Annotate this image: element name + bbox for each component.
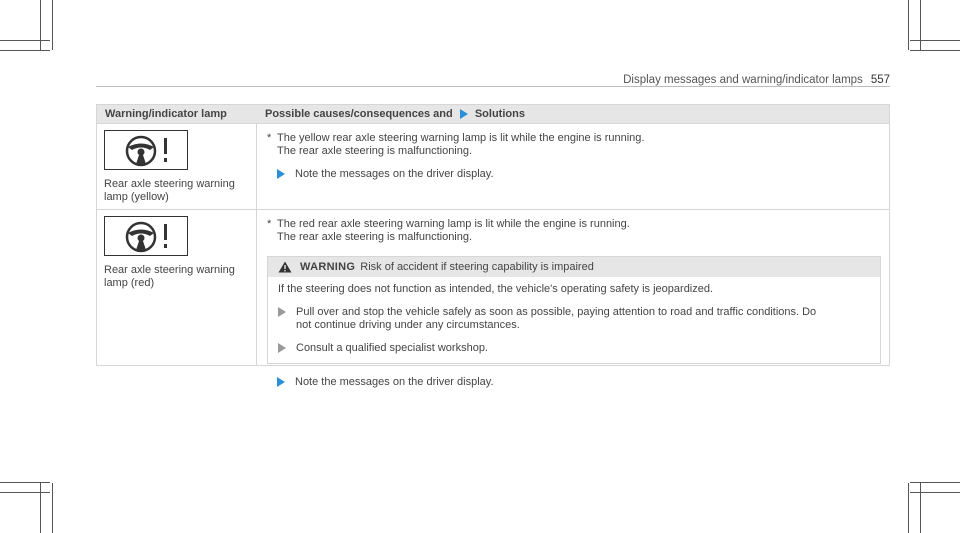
crop-mark [40, 483, 41, 533]
step-arrow-icon [278, 307, 286, 317]
lamp-label: Rear axle steering warning [104, 264, 235, 276]
page-header [623, 74, 890, 86]
section-title: Display messages and warning/indicator lamps [623, 74, 863, 86]
table-row [97, 209, 889, 388]
solution-arrow-icon [460, 109, 468, 119]
crop-mark [910, 40, 960, 41]
header-rule [96, 86, 890, 87]
solution-arrow-icon [277, 169, 285, 179]
crop-mark [0, 492, 50, 493]
warning-keyword: WARNING [300, 261, 356, 273]
cause-text: * The red rear axle steering warning lamp is lit while the engine is running. [267, 218, 630, 230]
steering-wheel-exclamation-icon [104, 130, 188, 170]
cause-text: The rear axle steering is malfunctioning. [277, 231, 473, 243]
step-arrow-icon [278, 343, 286, 353]
crop-mark [0, 50, 50, 51]
crop-mark [910, 492, 960, 493]
crop-mark [910, 50, 960, 51]
solution-step: Note the messages on the driver display. [277, 376, 881, 389]
lamp-label: lamp (yellow) [104, 191, 169, 203]
solution-step: Note the messages on the driver display. [277, 168, 881, 181]
crop-mark [52, 0, 53, 50]
lamp-label: lamp (red) [104, 277, 155, 289]
warning-step: Consult a qualified specialist workshop. [278, 342, 870, 355]
table-row [97, 123, 889, 209]
warning-box [267, 256, 881, 364]
lamp-cell [97, 124, 257, 209]
lamp-cell [97, 210, 257, 365]
steering-wheel-exclamation-icon [104, 216, 188, 256]
warning-triangle-icon [278, 261, 292, 273]
page-number: 557 [870, 74, 890, 86]
crop-mark [920, 483, 921, 533]
cause-text: * The yellow rear axle steering warning lamp is lit while the engine is running. [267, 132, 645, 144]
crop-mark [0, 482, 50, 483]
lamp-label: Rear axle steering warning [104, 178, 235, 190]
crop-mark [908, 0, 909, 50]
crop-mark [0, 40, 50, 41]
warning-header [268, 257, 880, 277]
column-header-causes: Possible causes/consequences and Solutions [265, 108, 525, 120]
table-header [97, 105, 889, 123]
warning-step: Pull over and stop the vehicle safely as soon as possible, paying attention to road and traffic conditions. Do not continue driving under any circumstances. [278, 306, 870, 332]
causes-cell [257, 124, 889, 209]
column-header-lamp: Warning/indicator lamp [105, 108, 227, 120]
solution-arrow-icon [277, 377, 285, 387]
crop-mark [910, 482, 960, 483]
crop-mark [40, 0, 41, 50]
cause-text: The rear axle steering is malfunctioning. [277, 145, 473, 157]
crop-mark [52, 483, 53, 533]
crop-mark [920, 0, 921, 50]
causes-cell [257, 210, 889, 388]
warning-body [268, 277, 880, 363]
warning-title: Risk of accident if steering capability is impaired [360, 261, 594, 273]
warning-lamp-table [96, 104, 890, 388]
crop-mark [908, 483, 909, 533]
warning-text: If the steering does not function as intended, the vehicle's operating safety is jeopardized. [278, 283, 714, 295]
